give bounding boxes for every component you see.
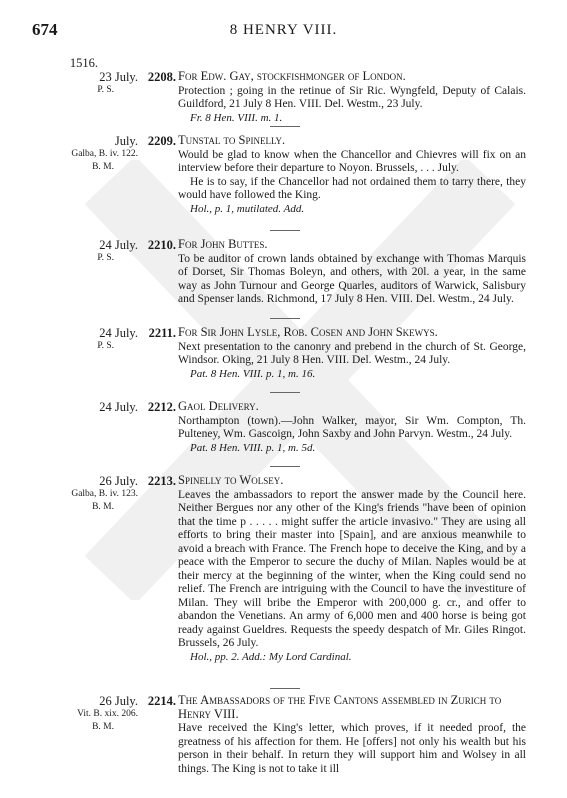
entry-body: Northampton (town).—John Walker, mayor, Sir Wm. Compton, Th. Pulteney, Wm. Gascoign, John Saxby and John Parvyn. Westm., 24 July. bbox=[178, 414, 526, 440]
entry-text bbox=[178, 134, 526, 216]
entry-title: For Edw. Gay, stockfishmonger of London. bbox=[178, 69, 406, 83]
page-number: 674 bbox=[32, 20, 58, 39]
divider bbox=[270, 318, 300, 319]
entry-source: B. M. bbox=[92, 502, 114, 512]
divider bbox=[270, 230, 300, 231]
divider bbox=[270, 466, 300, 467]
entry-body: Protection ; going in the retinue of Sir Ric. Wyngfeld, Deputy of Calais. Guildford, 21 July 8 Hen. VIII. Del. Westm., 23 July. bbox=[178, 84, 526, 110]
entry-number: 2213. bbox=[147, 474, 176, 488]
entry-text bbox=[178, 474, 526, 664]
entry-text bbox=[178, 238, 526, 307]
entry-text bbox=[178, 70, 526, 125]
entry-body: To be auditor of crown lands obtained by exchange with Thomas Marquis of Dorset, Sir Thomas Boleyn, and others, with 20l. a year, in the same way as John Turnour and George Quarles, auditors of Warwick, Salisbury and Spenser lands. Richmond, 17 July 8 Hen. VIII. Del. Westm., 24 July. bbox=[178, 252, 526, 305]
entry-dateline bbox=[38, 238, 138, 265]
divider bbox=[270, 392, 300, 393]
entry-dateline bbox=[38, 134, 138, 174]
entry-source: Vit. B. xix. 206. bbox=[77, 709, 138, 719]
entry-source: B. M. bbox=[92, 722, 114, 732]
entry-body: Next presentation to the canonry and prebend in the church of St. George, Windsor. Oking, 21 July 8 Hen. VIII. Del. Westm., 24 July. bbox=[178, 340, 526, 366]
entry-date: 24 July. bbox=[99, 326, 138, 340]
entry-dateline bbox=[38, 400, 138, 414]
entry-dateline bbox=[38, 56, 138, 97]
entry-body: He is to say, if the Chancellor had not ordained them to tarry there, they would have followed the King. bbox=[178, 175, 526, 201]
entry-text bbox=[178, 400, 526, 455]
entry-title: For John Buttes. bbox=[178, 237, 268, 251]
year: 1516. bbox=[69, 56, 98, 70]
entry-body: Leaves the ambassadors to report the answer made by the Council here. Neither Bergues nor any other of the King's friends "have been of opinion that the time p . . . . . might suffer the article invasivo." They are using all efforts to bring their master into [Spain], and are anxious meanwhile to avoid a breach with France. The French hope to deceive the King, and by a peace with the Emperor to secure the duchy of Milan. Naples would be at their mercy at the beginning of the winter, when the King could send no relief. The French are intriguing with the Council to have the investiture of Milan. They will bribe the Emperor with 200,000 g. cr., and offer to abandon the Venetians. An army of 6,000 men and 400 horse is being got ready against Gueldres. Requests the speedy despatch of Mr. Giles Ringot. Brussels, 26 July. bbox=[178, 488, 526, 649]
entry-source: P. S. bbox=[97, 253, 114, 263]
entry-reference: Hol., p. 1, mutilated. Add. bbox=[190, 202, 305, 215]
entry-title: Spinelly to Wolsey. bbox=[178, 473, 284, 487]
entry-text bbox=[178, 694, 526, 776]
entry-number: 2212. bbox=[147, 400, 176, 414]
entry-date: 26 July. bbox=[99, 474, 138, 488]
entry-date: 26 July. bbox=[99, 694, 138, 708]
entry-source: Galba, B. iv. 122. bbox=[71, 149, 138, 159]
entry-number: 2214. bbox=[147, 694, 176, 708]
entry-number: 2208. bbox=[147, 70, 176, 84]
entry-source: Galba, B. iv. 123. bbox=[71, 489, 138, 499]
entry-date: 24 July. bbox=[99, 400, 138, 414]
entry-title: For Sir John Lysle, Rob. Cosen and John Skewys. bbox=[178, 325, 438, 339]
entry-dateline bbox=[38, 326, 138, 353]
entry-date: 24 July. bbox=[99, 238, 138, 252]
entry-text bbox=[178, 326, 526, 381]
entry-number: 2210. bbox=[147, 238, 176, 252]
entry-reference: Pat. 8 Hen. VIII. p. 1, m. 5d. bbox=[190, 441, 316, 454]
entry-reference: Fr. 8 Hen. VIII. m. 1. bbox=[190, 111, 283, 124]
entry-dateline bbox=[38, 694, 138, 734]
entry-source: B. M. bbox=[92, 162, 114, 172]
entry-dateline bbox=[38, 474, 138, 514]
entry-date: July. bbox=[114, 134, 138, 148]
entry-title: The Ambassadors of the Five Cantons assembled in Zurich to Henry VIII. bbox=[178, 693, 502, 721]
divider bbox=[270, 688, 300, 689]
entry-source: P. S. bbox=[97, 85, 114, 95]
running-head: 8 HENRY VIII. bbox=[229, 22, 338, 38]
entry-date: 23 July. bbox=[99, 70, 138, 84]
entry-source: P. S. bbox=[97, 341, 114, 351]
entry-number: 2211. bbox=[148, 326, 176, 340]
entry-body: Have received the King's letter, which proves, if it needed proof, the greatness of his affection for them. He [offers] not only his wealth but his person in their behalf. In return they will support him and Wolsey in all things. The King is not to take it ill bbox=[178, 722, 526, 775]
entry-body: Would be glad to know when the Chancellor and Chievres will fix on an interview before their departure to Noyon. Brussels, . . . July. bbox=[178, 148, 526, 174]
entry-title: Gaol Delivery. bbox=[178, 399, 259, 413]
entry-title: Tunstal to Spinelly. bbox=[178, 133, 286, 147]
entry-reference: Pat. 8 Hen. VIII. p. 1, m. 16. bbox=[190, 367, 316, 380]
entry-reference: Hol., pp. 2. Add.: My Lord Cardinal. bbox=[190, 650, 352, 663]
divider bbox=[270, 126, 300, 127]
entry-number: 2209. bbox=[147, 134, 176, 148]
